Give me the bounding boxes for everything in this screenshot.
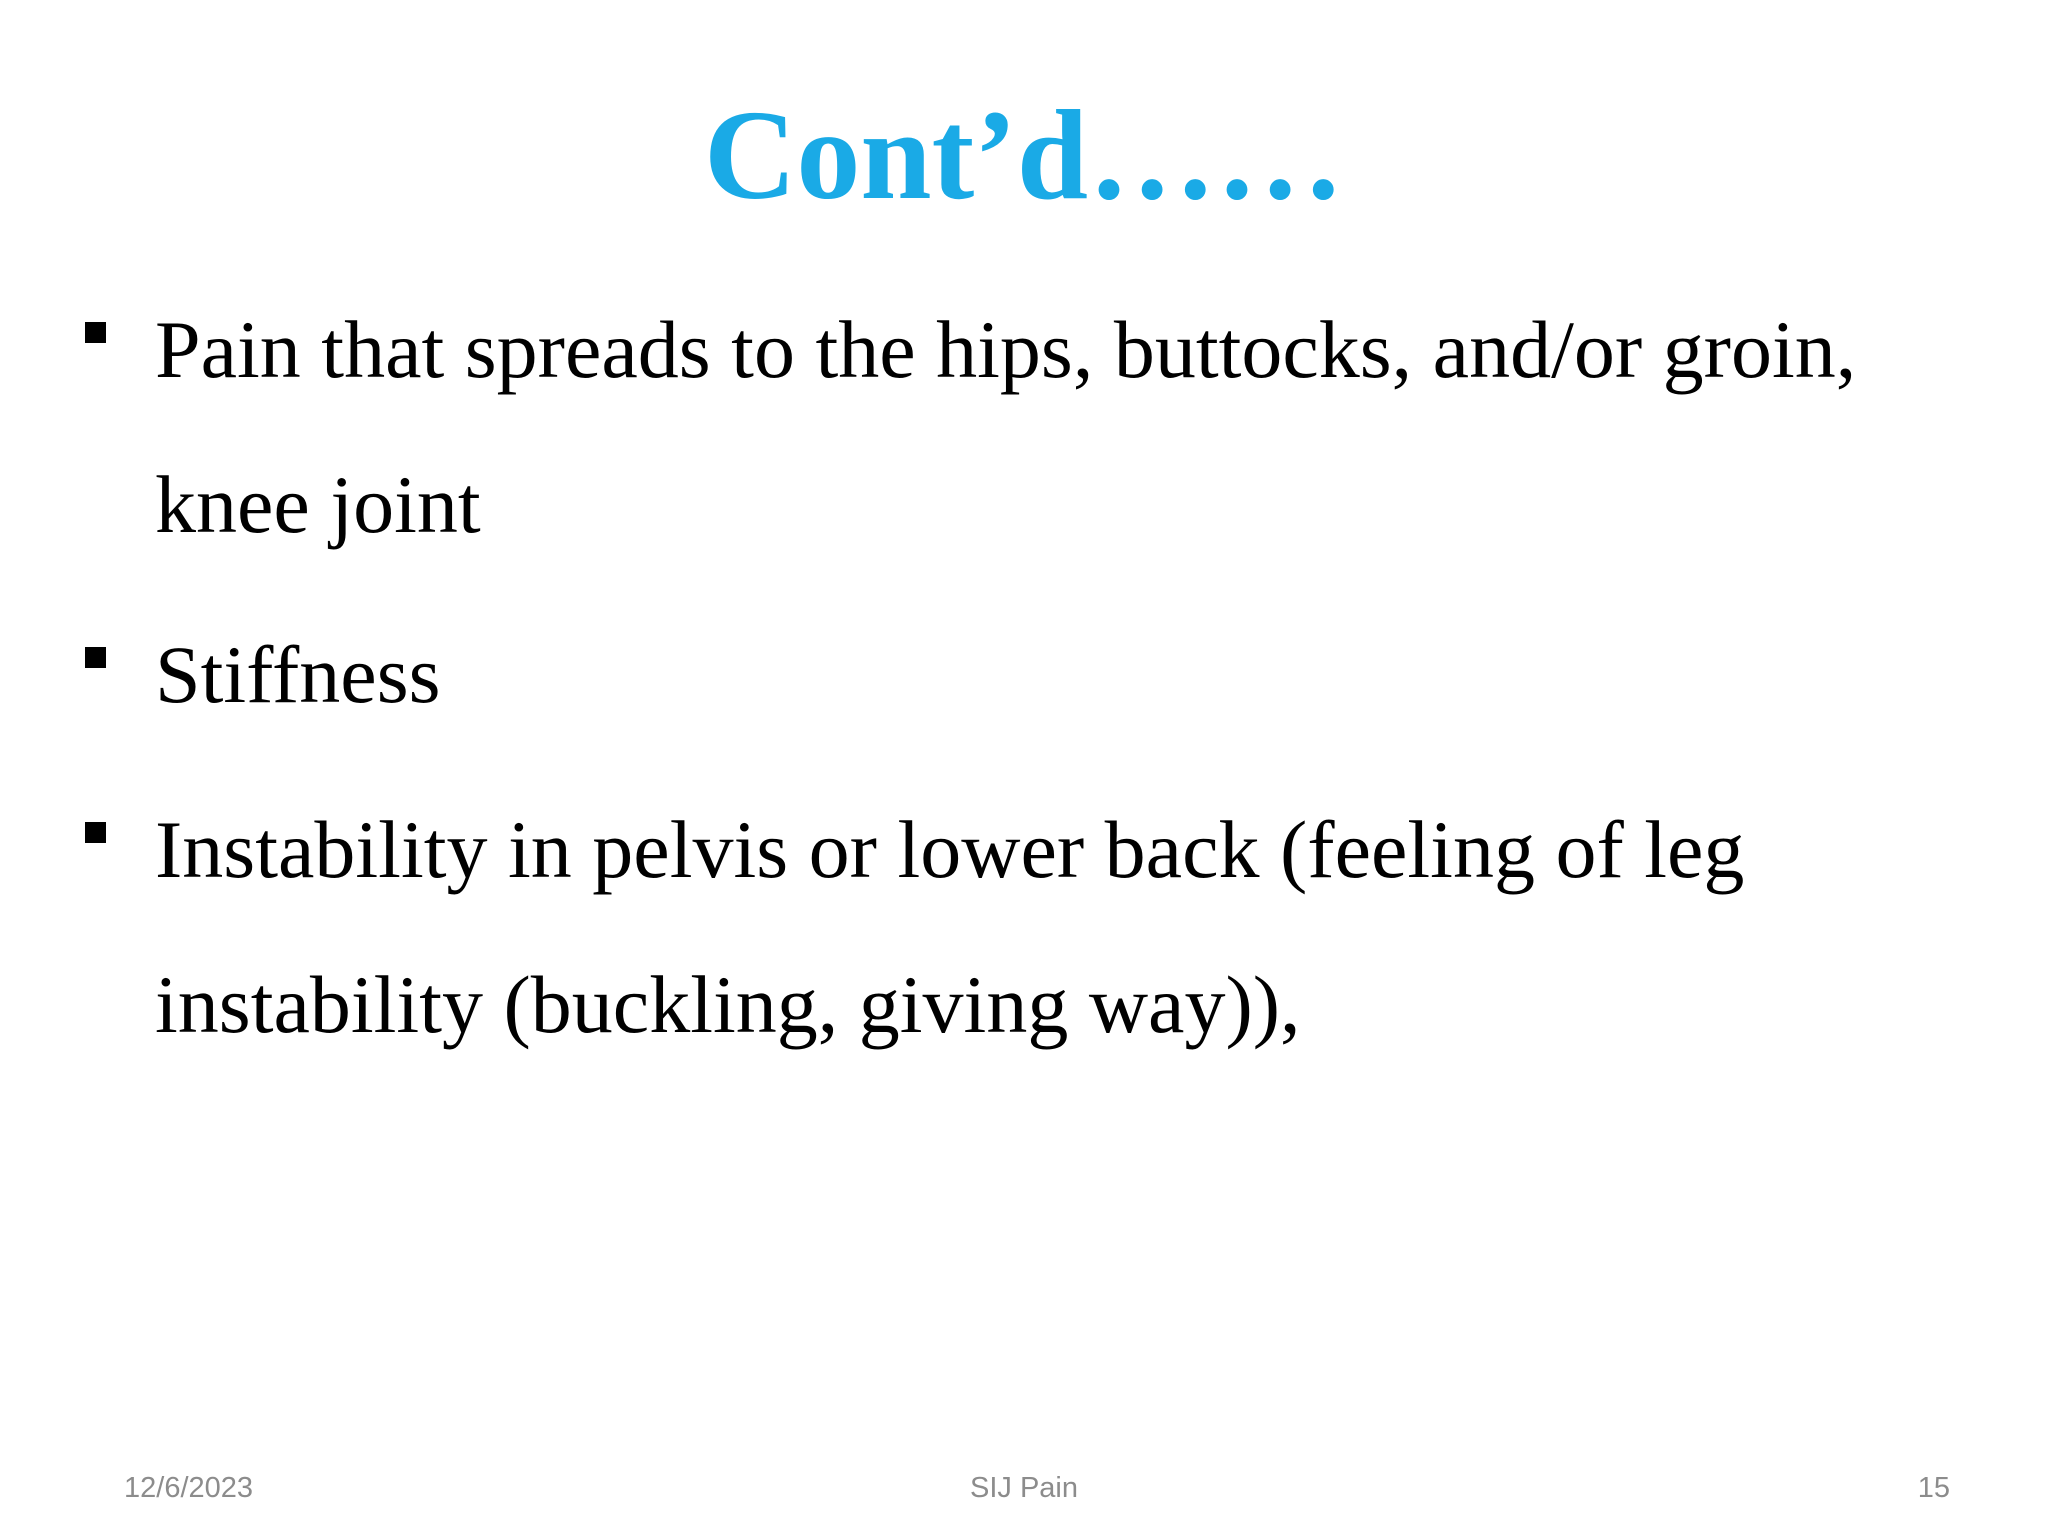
footer-date: 12/6/2023: [124, 1472, 254, 1504]
bullet-text-line: Instability in pelvis or lower back (feeling of leg: [155, 804, 1745, 895]
square-bullet-icon: [85, 647, 106, 668]
slide-number: 15: [1917, 1472, 1950, 1504]
bullet-text-line: knee joint: [155, 459, 481, 550]
bullet-text-line: instability (buckling, giving way)),: [155, 959, 1301, 1050]
slide-title: Cont’d……: [703, 84, 1345, 226]
square-bullet-icon: [85, 322, 106, 343]
bullet-text-line: Pain that spreads to the hips, buttocks, and/or groin,: [155, 304, 1857, 395]
bullet-text-line: Stiffness: [155, 629, 441, 720]
square-bullet-icon: [85, 822, 106, 843]
footer-title: SIJ Pain: [970, 1472, 1078, 1504]
